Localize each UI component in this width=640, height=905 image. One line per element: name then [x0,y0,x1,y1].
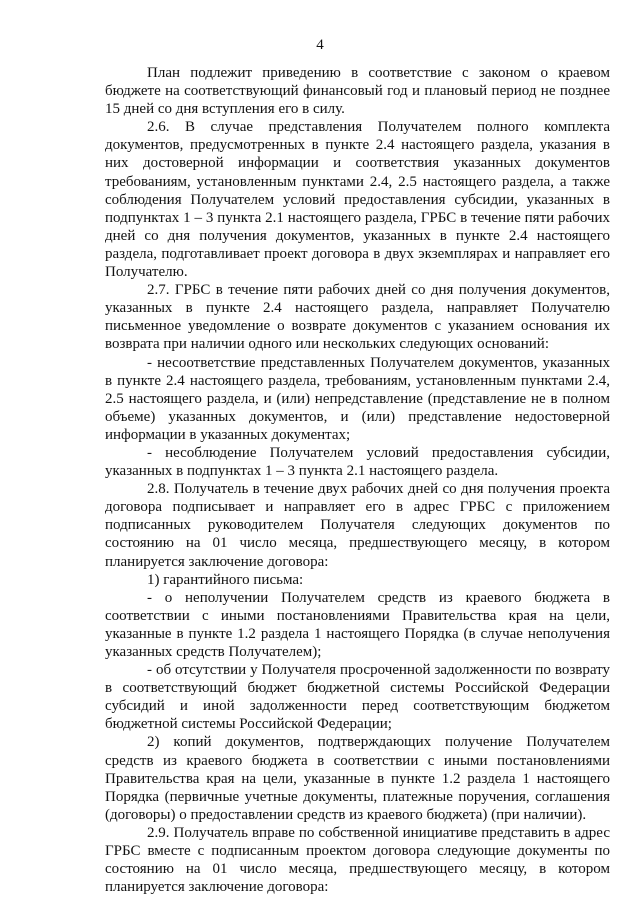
paragraph-2-9: 2.9. Получатель вправе по собственной инициативе представить в адрес ГРБС вместе с подписанным проектом договора следующие документы по состоянию на 01 число месяца, предшествующего месяцу, в котором планируется заключение договора: [105,824,610,896]
list-item-guarantee-letter: 1) гарантийного письма: [147,571,304,588]
paragraph-2-8: 2.8. Получатель в течение двух рабочих дней со дня получения проекта договора подписывает и направляет его в адрес ГРБС с приложением подписанных руководителем Получателя следующих документов по состоянию на 01 число месяца, предшествующего месяцу, в котором планируется заключение договора: [105,481,610,570]
page-number: 4 [316,37,324,53]
list-item-document-copies: 2) копий документов, подтверждающих получение Получателем средств из краевого бюджета в соответствии с иными постановлениями Правительства края на цели, указанные в пункте 1.2 раздела 1 настоящего Порядка (первичные учетные документы, платежные поручения, соглашения (договоры) о предоставлении средств из краевого бюджета) (при наличии). [105,734,610,823]
list-item-noncompliance: - несоблюдение Получателем условий предоставления субсидии, указанных в подпунктах 1 – 3 пункта 2.1 настоящего раздела. [105,444,610,480]
paragraph-2-7: 2.7. ГРБС в течение пяти рабочих дней со дня получения документов, указанных в пункте 2.4 настоящего раздела, направляет Получателю письменное уведомление о возврате документов с указанием основания их возврата при наличии одного или нескольких следующих оснований: [105,282,610,353]
list-item-nonconformity: - несоответствие представленных Получателем документов, указанных в пункте 2.4 настоящего раздела, требованиям, установленным пунктами 2.4, 2.5 настоящего раздела, и (или) непредставление (представление не в полном объеме) указанных документов, и (или) представление недостоверной информации в указанных документах; [105,354,610,443]
list-item-no-funds-received: - о неполучении Получателем средств из краевого бюджета в соответствии с иными постановлениями Правительства края на цели, указанные в пункте 1.2 раздела 1 настоящего Порядка (в случае неполучения указанных средств Получателем); [105,589,610,660]
document-body [105,64,610,896]
paragraph-plan-compliance: План подлежит приведению в соответствие с законом о краевом бюджете на соответствующий финансовый год и плановый период не позднее 15 дней со дня вступления его в силу. [105,65,610,118]
paragraph-2-6: 2.6. В случае представления Получателем полного комплекта документов, предусмотренных в пункте 2.4 настоящего раздела, указания в них достоверной информации и соответствия указанных документов требованиям, установленным пунктами 2.4, 2.5 настоящего раздела, а также соблюдения Получателем условий предоставления субсидии, указанных в подпунктах 1 – 3 пункта 2.1 настоящего раздела, ГРБС в течение пяти рабочих дней со дня получения документов, указанных в пункте 2.4 настоящего раздела, подготавливает проект договора в двух экземплярах и направляет его Получателю. [105,119,610,281]
list-item-no-overdue-debt: - об отсутствии у Получателя просроченной задолженности по возврату в соответствующий бюджет бюджетной системы Российской Федерации субсидий и иной задолженности перед соответствующим бюджетом бюджетной системы Российской Федерации; [105,662,610,733]
